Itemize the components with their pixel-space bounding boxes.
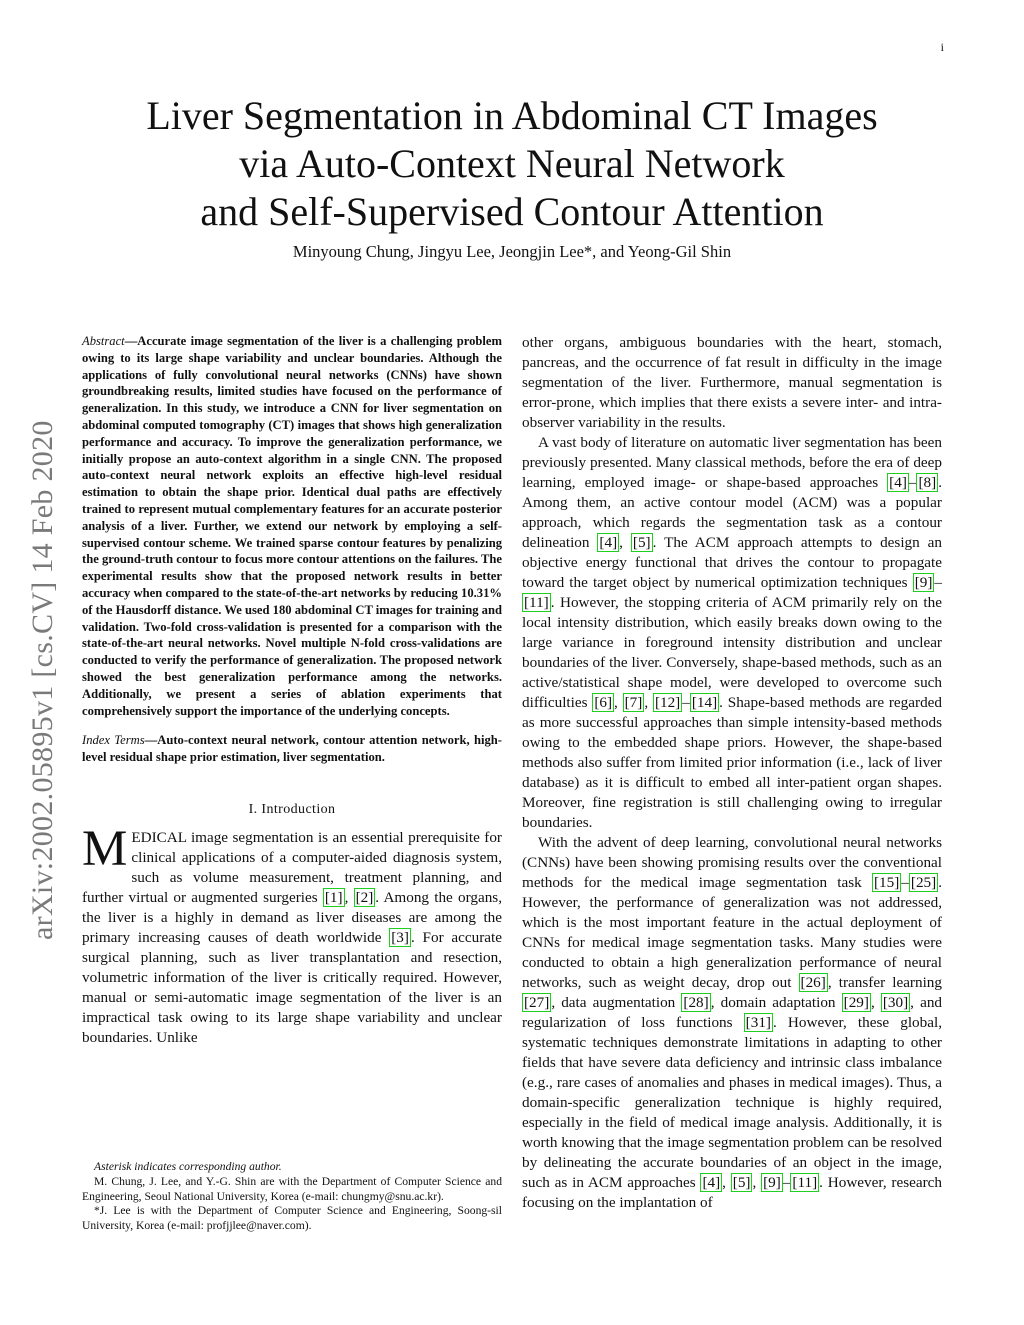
body-text: . However, the stopping criteria of ACM primarily rely on the local intensity distribution, which easily breaks down owing to the large variance in foreground intensity distribution and unclear boundaries of the liver. Conversely, shape-based methods, such as an active/statistical shape model, were developed to overcome such difficulties — [522, 594, 942, 711]
citation-link[interactable]: [14] — [691, 694, 718, 711]
citation-link[interactable]: [9] — [763, 1174, 781, 1191]
page-number: i — [940, 40, 944, 54]
left-column — [82, 333, 502, 1048]
paper-title — [100, 92, 924, 236]
citation-link[interactable]: [4] — [702, 1174, 721, 1191]
intro-text: EDICAL image segmentation is an essential prerequisite for clinical applications of a computer-aided diagnosis system, such as volume measurement, treatment planning, and further virtual or augmented surgeries — [82, 828, 502, 906]
index-terms-text: —Auto-context neural network, contour attention network, high-level residual shape prior estimation, liver segmentation. — [82, 733, 503, 765]
intro-text: . For accurate surgical planning, such as liver transplantation and resection, volumetric information of the liver is critically required. However, manual or semi-automatic image segmentation of the liver is an impractical task owing to its large shape variability and unclear boundaries. Unlike — [82, 928, 502, 1046]
intro-paragraph — [82, 820, 503, 1048]
abstract-label: Abstract — [82, 334, 125, 348]
right-column — [522, 333, 942, 1213]
body-text: A vast body of literature on automatic liver segmentation has been previously presented. Many classical methods, before the era of deep learning, employed image- or shape-based approaches — [522, 434, 942, 491]
footnote-corresponding: Asterisk indicates corresponding author. — [94, 1160, 282, 1173]
citation-link[interactable]: [25] — [910, 874, 937, 891]
title-line: Liver Segmentation in Abdominal CT Images — [146, 93, 878, 138]
citation-link[interactable]: [4] — [599, 534, 618, 551]
abstract-text: —Accurate image segmentation of the liver is a challenging problem owing to its large shape variability and unclear boundaries. Although the applications of fully convolutional neural networks (CNNs) have shown groundbreaking results, limited studies have focused on the performance of generalization. In this study, we introduce a CNN for liver segmentation on abdominal computed tomography (CT) images that shows high generalization performance and accuracy. To improve the generalization performance, we initially propose an auto-context algorithm in a single CNN. The proposed auto-context neural network exploits an effective high-level residual estimation to obtain the shape prior. Identical dual paths are effectively trained to represent mutual complementary features for an accurate posterior analysis of a liver. Further, we extend our network by employing a self-supervised contour scheme. We trained sparse contour features by penalizing the ground-truth contour to focus more contour attentions on the failures. The experimental results show that the proposed network results in better accuracy when compared to the state-of-the-art networks by reducing 10.31% of the Hausdorff distance. We used 180 abdominal CT images for training and validation. Two-fold cross-validation is presented for a comparison with the state-of-the-art neural networks. Novel multiple N-fold cross-validations are conducted to verify the performance of generalization. The proposed network showed the best generalization performance among the networks. Additionally, we present a series of ablation experiments that comprehensively support the importance of the underlying concepts. — [82, 334, 502, 718]
citation-link[interactable]: [7] — [624, 694, 643, 711]
title-line: and Self-Supervised Contour Attention — [200, 189, 824, 234]
body-text: , transfer learning — [827, 974, 942, 991]
footnote-affiliation: *J. Lee is with the Department of Computer Science and Engineering, Soong-sil University, Korea (e-mail: profjjlee@naver.com). — [82, 1204, 502, 1233]
citation-link[interactable]: [30] — [882, 994, 909, 1011]
range-dash: – — [934, 574, 942, 591]
body-text: . The ACM approach attempts to design an objective energy functional that drives the contour to propagate toward the target object by numerical optimization techniques — [522, 534, 943, 591]
range-dash: – — [782, 1174, 791, 1191]
citation-link[interactable]: [11] — [792, 1174, 818, 1191]
citation-link[interactable]: [3] — [391, 928, 409, 946]
citation-link[interactable]: [1] — [324, 888, 343, 906]
citation-link[interactable]: [5] — [732, 1174, 751, 1191]
citation-link[interactable]: [9] — [914, 574, 933, 591]
separator: , — [752, 1174, 762, 1191]
index-terms-label: Index Terms — [82, 733, 145, 748]
body-text: , data augmentation — [551, 994, 682, 1011]
citation-link[interactable]: [28] — [683, 994, 709, 1011]
separator: , — [614, 694, 623, 711]
body-text: . However, the performance of generalization was not addressed, which is the most important feature in the actual deployment of CNNs for medical image segmentation tasks. Many studies were conducted to obtain a high generalization performance of neural networks, such as weight decay, drop out — [522, 874, 942, 991]
citation-link[interactable]: [31] — [745, 1014, 771, 1031]
citation-link[interactable]: [15] — [873, 874, 900, 891]
range-dash: – — [901, 874, 909, 891]
citation-link[interactable]: [5] — [632, 534, 651, 551]
citation-link[interactable]: [6] — [594, 694, 613, 711]
arxiv-identifier: arXiv:2002.05895v1 [cs.CV] 14 Feb 2020 — [26, 420, 59, 940]
body-text: With the advent of deep learning, convolutional neural networks (CNNs) have been showing promising results over the conventional methods for the medical image segmentation task — [522, 834, 942, 891]
footnotes — [82, 1160, 502, 1234]
intro-text: , — [344, 888, 354, 906]
citation-link[interactable]: [11] — [524, 594, 549, 611]
index-terms — [82, 732, 502, 766]
body-paragraph — [522, 833, 942, 1213]
citation-link[interactable]: [2] — [355, 888, 374, 906]
section-heading-introduction: I. Introduction — [248, 801, 336, 817]
citation-link[interactable]: [29] — [843, 994, 869, 1011]
body-paragraph: other organs, ambiguous boundaries with the heart, stomach, pancreas, and the occurrence of fat result in difficulty in the image segmentation of the liver. Furthermore, manual segmentation is error-prone, which implies that there exists a severe inter- and intra-observer variability in the results. — [522, 334, 942, 431]
body-text: . However, research focusing on the implantation of — [522, 1174, 943, 1211]
citation-link[interactable]: [12] — [654, 694, 681, 711]
range-dash: – — [908, 474, 917, 491]
body-paragraph — [522, 433, 942, 833]
body-text: , and regularization of loss functions — [522, 994, 943, 1031]
footnote-affiliation: M. Chung, J. Lee, and Y.-G. Shin are with the Department of Computer Science and Engineering, Seoul National University, Korea (e-mail: chungmy@snu.ac.kr). — [82, 1174, 502, 1203]
body-text: , domain adaptation — [710, 994, 842, 1011]
drop-cap: M — [82, 820, 128, 877]
author-list: Minyoung Chung, Jingyu Lee, Jeongjin Lee*, and Yeong-Gil Shin — [292, 242, 732, 261]
separator: , — [619, 534, 631, 551]
abstract — [82, 333, 502, 719]
separator: , — [644, 694, 653, 711]
citation-link[interactable]: [26] — [800, 974, 826, 991]
range-dash: – — [682, 694, 690, 711]
body-text: . Shape-based methods are regarded as more successful approaches than simple intensity-based methods owing to the embedded shape priors. However, the shape-based methods also suffer from limited prior information (i.e., lack of liver database) as it is difficult to embed all inter-patient organ shapes. Moreover, fine registration is still challenging owing to irregular boundaries. — [522, 694, 942, 831]
separator: , — [722, 1174, 731, 1191]
body-text: . Among them, an active contour model (ACM) was a popular approach, which regards the segmentation task as a contour delineation — [522, 474, 942, 551]
body-text: . However, these global, systematic techniques demonstrate limitations in adapting to other fields that have severe data deficiency and intrinsic class imbalance (e.g., rare cases of anomalies and phases in medical images). Thus, a domain-specific generalization technique is highly required, especially in the field of medical image analysis. Additionally, it is worth knowing that the image segmentation problem can be resolved by delineating the accurate boundaries of an object in the image, such as in ACM approaches — [522, 1014, 942, 1191]
citation-link[interactable]: [8] — [918, 474, 937, 491]
citation-link[interactable]: [4] — [889, 474, 907, 491]
intro-text: . Among the organs, the liver is a highly in demand as liver diseases are among the primary increasing causes of death worldwide — [82, 888, 503, 946]
separator: , — [870, 994, 881, 1011]
title-line: via Auto-Context Neural Network — [239, 141, 785, 186]
citation-link[interactable]: [27] — [524, 994, 550, 1011]
